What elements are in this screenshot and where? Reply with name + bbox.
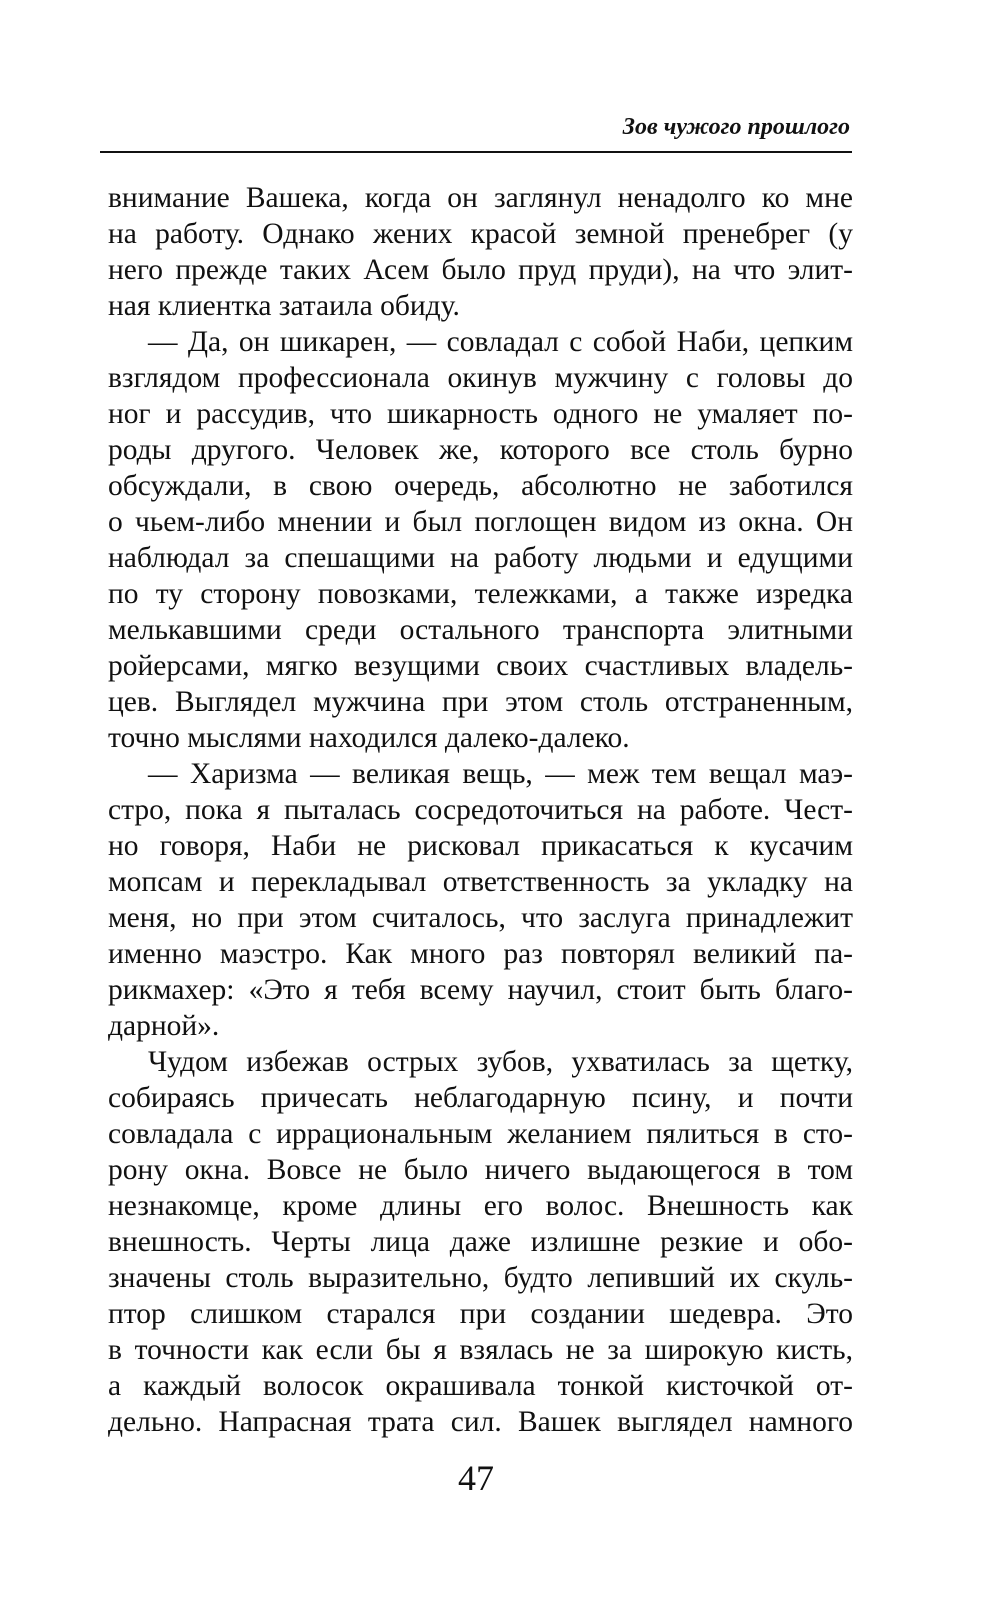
text-line: дельно. Напрасная трата сил. Вашек выглядел намного [108, 1406, 853, 1438]
body-text [108, 180, 853, 1440]
text-line: меня, но при этом считалось, что заслуга принадлежит [108, 902, 853, 934]
text-line: рикмахер: «Это я тебя всему научил, стоит быть благо- [108, 974, 853, 1006]
text-line: именно маэстро. Как много раз повторял великий па- [108, 938, 853, 970]
text-line: ройерсами, мягко везущими своих счастливых владель- [108, 650, 853, 682]
text-line: ног и рассудив, что шикарность одного не умаляет по- [108, 398, 853, 430]
text-line: незнакомце, кроме длины его волос. Внешность как [108, 1190, 853, 1222]
text-line: птор слишком старался при создании шедевра. Это [108, 1298, 853, 1330]
page-number: 47 [458, 1458, 494, 1498]
text-line: по ту сторону повозками, тележками, а также изредка [108, 578, 853, 610]
header-rule [100, 151, 852, 153]
text-line: цев. Выглядел мужчина при этом столь отстраненным, [108, 686, 853, 718]
text-line: роды другого. Человек же, которого все столь бурно [108, 434, 853, 466]
text-line: дарной». [108, 1010, 220, 1042]
text-line: мопсам и перекладывал ответственность за укладку на [108, 866, 853, 898]
text-line: стро, пока я пыталась сосредоточиться на работе. Чест- [108, 794, 853, 826]
text-line: ная клиентка затаила обиду. [108, 290, 460, 322]
text-line: внешность. Черты лица даже излишне резкие и обо- [108, 1226, 853, 1258]
text-line: точно мыслями находился далеко-далеко. [108, 722, 630, 754]
text-line: собираясь причесать неблагодарную псину, и почти [108, 1082, 853, 1114]
text-line: мелькавшими среди остального транспорта элитными [108, 614, 853, 646]
text-line: значены столь выразительно, будто лепивший их скуль- [108, 1262, 853, 1294]
text-line: — Да, он шикарен, — совладал с собой Наби, цепким [148, 326, 853, 358]
text-line: — Харизма — великая вещь, — меж тем вещал маэ- [148, 758, 853, 790]
text-line: в точности как если бы я взялась не за широкую кисть, [108, 1334, 853, 1366]
text-line: обсуждали, в свою очередь, абсолютно не заботился [108, 470, 853, 502]
text-line: Чудом избежав острых зубов, ухватилась за щетку, [148, 1046, 853, 1078]
text-line: на работу. Однако жених красой земной пренебрег (у [108, 218, 853, 250]
text-line: совладала с иррациональным желанием пялиться в сто- [108, 1118, 853, 1150]
running-head-title: Зов чужого прошлого [622, 114, 850, 140]
text-line: о чьем-либо мнении и был поглощен видом из окна. Он [108, 506, 853, 538]
text-line: него прежде таких Асем было пруд пруди), на что элит- [108, 254, 853, 286]
text-line: взглядом профессионала окинув мужчину с головы до [108, 362, 853, 394]
text-line: наблюдал за спешащими на работу людьми и едущими [108, 542, 853, 574]
text-line: внимание Вашека, когда он заглянул ненадолго ко мне [108, 182, 853, 214]
text-line: рону окна. Вовсе не было ничего выдающегося в том [108, 1154, 853, 1186]
text-line: а каждый волосок окрашивала тонкой кисточкой от- [108, 1370, 853, 1402]
text-line: но говоря, Наби не рисковал прикасаться к кусачим [108, 830, 853, 862]
